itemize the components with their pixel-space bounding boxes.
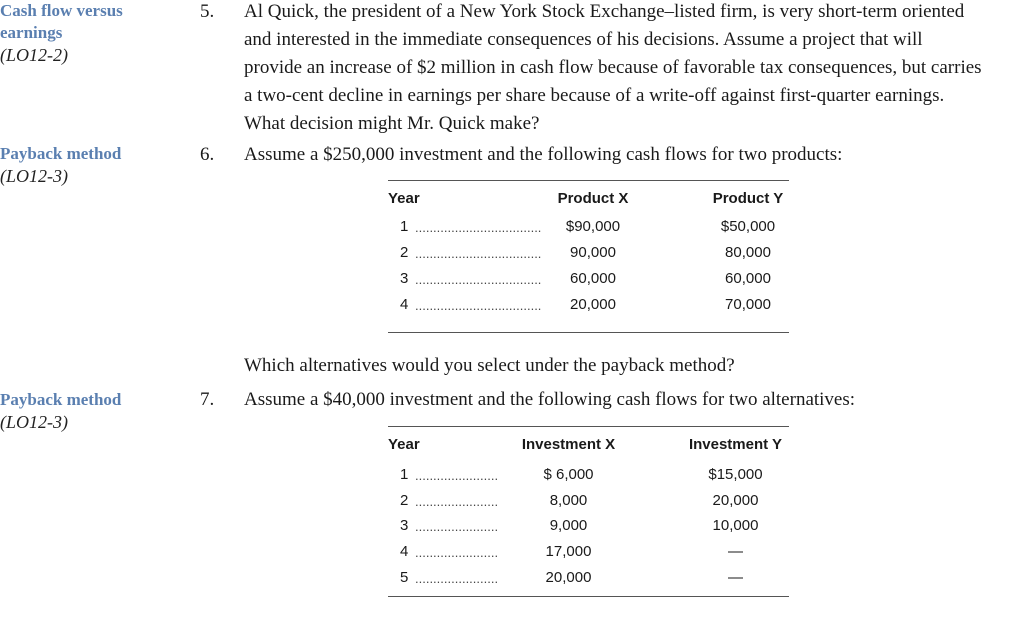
table-cell-product-x: 20,000 — [570, 296, 616, 313]
table-header-investment-y: Investment Y — [688, 436, 783, 453]
margin-topic: Cash flow versus — [0, 1, 123, 20]
margin-topic: Payback method — [0, 144, 122, 163]
table-cell-product-y: 60,000 — [725, 270, 771, 287]
table-cell-year: 1 — [400, 466, 409, 483]
table-bottom-rule — [388, 596, 789, 597]
table-cell-investment-y: — — [728, 543, 743, 560]
table-bottom-rule — [388, 332, 789, 333]
cash-flow-table-products — [388, 178, 789, 338]
table-cell-investment-x: 20,000 — [545, 569, 592, 586]
leader-dots: ................................... — [415, 246, 542, 261]
table-cell-investment-y: 20,000 — [712, 492, 759, 509]
problem-number: 5. — [200, 1, 215, 22]
table-cell-investment-y: — — [728, 569, 743, 586]
problem-7-text: Assume a $40,000 investment and the following cash flows for two alternatives: — [244, 389, 856, 410]
table-cell-investment-x: $ 6,000 — [543, 466, 594, 483]
learning-objective: (LO12-2) — [0, 45, 68, 65]
problem-6-text: Assume a $250,000 investment and the following cash flows for two products: — [244, 144, 843, 165]
leader-dots: ....................... — [415, 519, 499, 534]
leader-dots: ....................... — [415, 494, 499, 509]
leader-dots: ....................... — [415, 468, 499, 483]
table-cell-year: 2 — [400, 244, 409, 261]
margin-topic: earnings — [0, 23, 63, 42]
table-header-year: Year — [388, 436, 420, 453]
table-cell-year: 3 — [400, 270, 409, 287]
table-header-product-y: Product Y — [712, 190, 784, 207]
learning-objective: (LO12-3) — [0, 166, 68, 186]
margin-note-cash-flow — [0, 0, 170, 66]
learning-objective: (LO12-3) — [0, 412, 68, 432]
table-cell-product-x: $90,000 — [565, 218, 621, 235]
margin-topic: Payback method — [0, 390, 122, 409]
table-cell-product-y: 80,000 — [725, 244, 771, 261]
table-cell-investment-x: 9,000 — [549, 517, 588, 534]
leader-dots: ....................... — [415, 545, 499, 560]
problem-number: 6. — [200, 144, 215, 165]
table-cell-product-y: 70,000 — [725, 296, 771, 313]
table-cell-year: 2 — [400, 492, 409, 509]
margin-note-payback-1 — [0, 143, 170, 187]
table-cell-investment-y: $15,000 — [708, 466, 763, 483]
leader-dots: ....................... — [415, 571, 499, 586]
table-cell-year: 3 — [400, 517, 409, 534]
table-cell-investment-x: 17,000 — [545, 543, 592, 560]
table-header-investment-x: Investment X — [521, 436, 616, 453]
margin-note-payback-2 — [0, 389, 170, 433]
table-cell-investment-y: 10,000 — [712, 517, 759, 534]
table-top-rule — [388, 426, 789, 427]
table-header-year: Year — [388, 190, 420, 207]
problem-number: 7. — [200, 389, 215, 410]
table-cell-product-y: $50,000 — [720, 218, 776, 235]
table-cell-year: 4 — [400, 543, 409, 560]
table-top-rule — [388, 180, 789, 181]
table-cell-investment-x: 8,000 — [549, 492, 588, 509]
table-cell-year: 1 — [400, 218, 409, 235]
table-header-product-x: Product X — [557, 190, 629, 207]
problem-6-followup: Which alternatives would you select under the payback method? — [244, 355, 735, 376]
leader-dots: ................................... — [415, 220, 542, 235]
table-cell-product-x: 90,000 — [570, 244, 616, 261]
leader-dots: ................................... — [415, 272, 542, 287]
problem-5-text: Al Quick, the president of a New York Stock Exchange–listed firm, is very short-term oriented and interested in the immediate consequences of his decisions. Assume a project that will provide an increase of $2 million in cash flow because of favorable tax consequences, but carries a two-cent decline in earnings per share because of a write-off against first-quarter earnings. What decision might Mr. Quick make? — [244, 1, 982, 134]
cash-flow-table-investments — [388, 424, 789, 602]
table-cell-year: 4 — [400, 296, 409, 313]
table-cell-year: 5 — [400, 569, 409, 586]
leader-dots: ................................... — [415, 298, 542, 313]
table-cell-product-x: 60,000 — [570, 270, 616, 287]
